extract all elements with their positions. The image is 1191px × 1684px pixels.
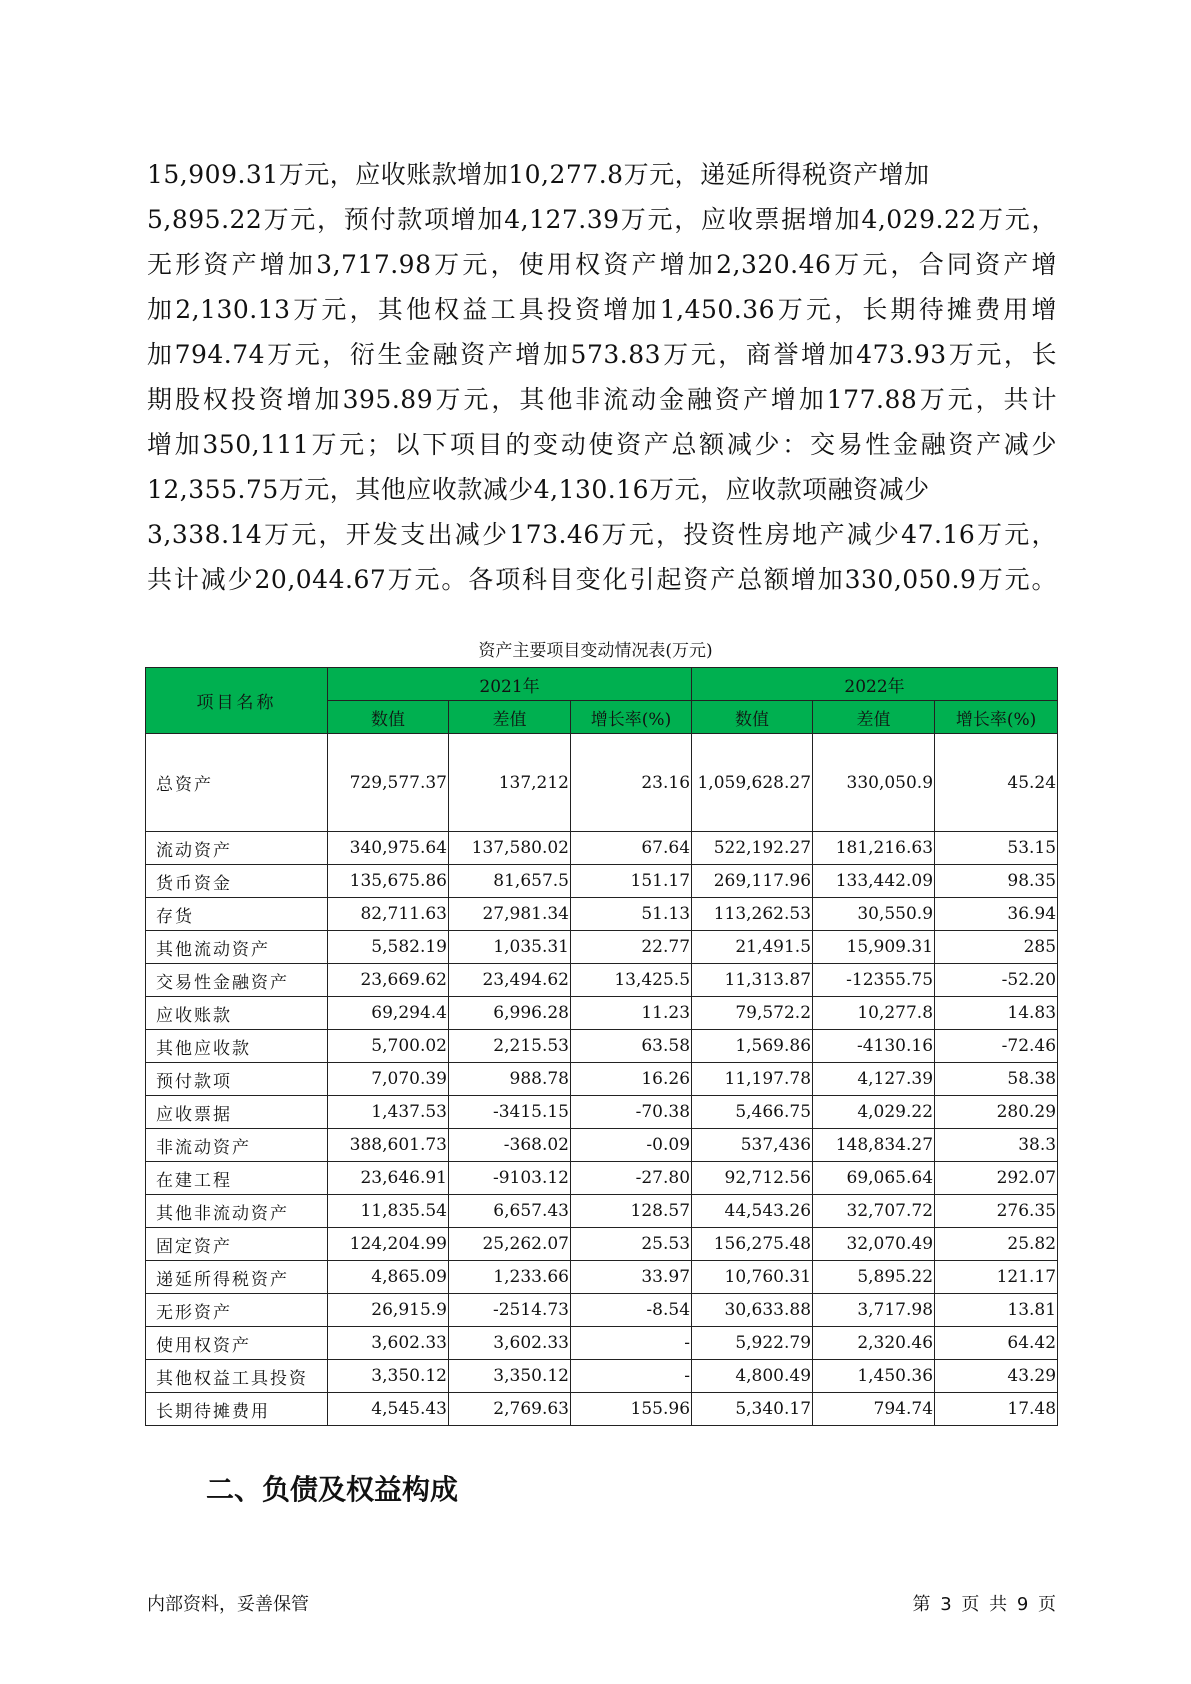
value-cell: 51.13 bbox=[571, 898, 692, 931]
row-label: 货币资金 bbox=[146, 865, 328, 898]
value-cell: -3415.15 bbox=[449, 1096, 571, 1129]
subheader-cell: 数值 bbox=[692, 701, 813, 734]
value-cell: 156,275.48 bbox=[692, 1228, 813, 1261]
value-cell: 23.16 bbox=[571, 734, 692, 832]
value-cell: 388,601.73 bbox=[328, 1129, 449, 1162]
value-cell: 269,117.96 bbox=[692, 865, 813, 898]
table-row bbox=[146, 1360, 1058, 1393]
value-cell: 5,700.02 bbox=[328, 1030, 449, 1063]
table-row bbox=[146, 898, 1058, 931]
value-cell: 522,192.27 bbox=[692, 832, 813, 865]
value-cell: 45.24 bbox=[935, 734, 1058, 832]
value-cell: 4,029.22 bbox=[813, 1096, 935, 1129]
value-cell: 3,350.12 bbox=[328, 1360, 449, 1393]
value-cell: 10,760.31 bbox=[692, 1261, 813, 1294]
paragraph-line: 15,909.31万元，应收账款增加10,277.8万元，递延所得税资产增加 bbox=[147, 160, 930, 189]
row-label: 应收账款 bbox=[146, 997, 328, 1030]
value-cell: 17.48 bbox=[935, 1393, 1058, 1426]
value-cell: 4,127.39 bbox=[813, 1063, 935, 1096]
value-cell: -0.09 bbox=[571, 1129, 692, 1162]
body-paragraph bbox=[147, 152, 1057, 602]
value-cell: 81,657.5 bbox=[449, 865, 571, 898]
subheader-cell: 差值 bbox=[813, 701, 935, 734]
table-row bbox=[146, 1327, 1058, 1360]
value-cell: 79,572.2 bbox=[692, 997, 813, 1030]
value-cell: 148,834.27 bbox=[813, 1129, 935, 1162]
value-cell: 4,865.09 bbox=[328, 1261, 449, 1294]
row-label: 其他非流动资产 bbox=[146, 1195, 328, 1228]
table-row bbox=[146, 1228, 1058, 1261]
value-cell: -12355.75 bbox=[813, 964, 935, 997]
value-cell: 3,602.33 bbox=[328, 1327, 449, 1360]
value-cell: -2514.73 bbox=[449, 1294, 571, 1327]
paragraph-line: 加794.74万元，衍生金融资产增加573.83万元，商誉增加473.93万元，长 bbox=[147, 340, 1057, 369]
value-cell: 276.35 bbox=[935, 1195, 1058, 1228]
row-label: 无形资产 bbox=[146, 1294, 328, 1327]
value-cell: 36.94 bbox=[935, 898, 1058, 931]
paragraph-line: 期股权投资增加395.89万元，其他非流动金融资产增加177.88万元，共计 bbox=[147, 385, 1057, 414]
value-cell: -52.20 bbox=[935, 964, 1058, 997]
value-cell: 124,204.99 bbox=[328, 1228, 449, 1261]
value-cell: 3,350.12 bbox=[449, 1360, 571, 1393]
row-label: 流动资产 bbox=[146, 832, 328, 865]
table-row bbox=[146, 832, 1058, 865]
paragraph-line: 3,338.14万元，开发支出减少173.46万元，投资性房地产减少47.16万元， bbox=[147, 520, 1057, 549]
value-cell: 151.17 bbox=[571, 865, 692, 898]
value-cell: 32,707.72 bbox=[813, 1195, 935, 1228]
value-cell: 137,212 bbox=[449, 734, 571, 832]
value-cell: -8.54 bbox=[571, 1294, 692, 1327]
value-cell: 23,646.91 bbox=[328, 1162, 449, 1195]
value-cell: -368.02 bbox=[449, 1129, 571, 1162]
value-cell: 98.35 bbox=[935, 865, 1058, 898]
table-row bbox=[146, 1294, 1058, 1327]
paragraph-line: 共计减少20,044.67万元。各项科目变化引起资产总额增加330,050.9万元。 bbox=[147, 565, 1057, 594]
value-cell: 30,633.88 bbox=[692, 1294, 813, 1327]
value-cell: 6,996.28 bbox=[449, 997, 571, 1030]
table-caption: 资产主要项目变动情况表(万元) bbox=[478, 641, 713, 661]
value-cell: 53.15 bbox=[935, 832, 1058, 865]
value-cell: 64.42 bbox=[935, 1327, 1058, 1360]
table-row bbox=[146, 865, 1058, 898]
subheader-cell: 数值 bbox=[328, 701, 449, 734]
value-cell: 794.74 bbox=[813, 1393, 935, 1426]
subheader-cell: 增长率(%) bbox=[571, 701, 692, 734]
value-cell: 5,922.79 bbox=[692, 1327, 813, 1360]
value-cell: 82,711.63 bbox=[328, 898, 449, 931]
value-cell: 5,340.17 bbox=[692, 1393, 813, 1426]
value-cell: 729,577.37 bbox=[328, 734, 449, 832]
value-cell: 21,491.5 bbox=[692, 931, 813, 964]
value-cell: 5,466.75 bbox=[692, 1096, 813, 1129]
table-row bbox=[146, 1162, 1058, 1195]
section-heading: 二、负债及权益构成 bbox=[206, 1473, 459, 1506]
value-cell: 16.26 bbox=[571, 1063, 692, 1096]
table-row bbox=[146, 1393, 1058, 1426]
value-cell: -70.38 bbox=[571, 1096, 692, 1129]
value-cell: 2,769.63 bbox=[449, 1393, 571, 1426]
value-cell: 1,059,628.27 bbox=[692, 734, 813, 832]
value-cell: 340,975.64 bbox=[328, 832, 449, 865]
value-cell: 33.97 bbox=[571, 1261, 692, 1294]
value-cell: 1,569.86 bbox=[692, 1030, 813, 1063]
value-cell: 3,602.33 bbox=[449, 1327, 571, 1360]
value-cell: 137,580.02 bbox=[449, 832, 571, 865]
value-cell: 25.53 bbox=[571, 1228, 692, 1261]
value-cell: 67.64 bbox=[571, 832, 692, 865]
value-cell: 537,436 bbox=[692, 1129, 813, 1162]
value-cell: 92,712.56 bbox=[692, 1162, 813, 1195]
value-cell: 25,262.07 bbox=[449, 1228, 571, 1261]
value-cell: 4,800.49 bbox=[692, 1360, 813, 1393]
table-row bbox=[146, 931, 1058, 964]
row-label: 固定资产 bbox=[146, 1228, 328, 1261]
value-cell: 30,550.9 bbox=[813, 898, 935, 931]
value-cell: 1,450.36 bbox=[813, 1360, 935, 1393]
header-year-2021: 2021年 bbox=[328, 668, 692, 701]
row-label: 其他流动资产 bbox=[146, 931, 328, 964]
table-row bbox=[146, 1096, 1058, 1129]
value-cell: 135,675.86 bbox=[328, 865, 449, 898]
value-cell: - bbox=[571, 1327, 692, 1360]
value-cell: 23,494.62 bbox=[449, 964, 571, 997]
row-label: 交易性金融资产 bbox=[146, 964, 328, 997]
row-label: 使用权资产 bbox=[146, 1327, 328, 1360]
value-cell: 181,216.63 bbox=[813, 832, 935, 865]
value-cell: 1,437.53 bbox=[328, 1096, 449, 1129]
asset-change-table bbox=[145, 667, 1058, 1426]
value-cell: 3,717.98 bbox=[813, 1294, 935, 1327]
value-cell: - bbox=[571, 1360, 692, 1393]
row-label: 其他应收款 bbox=[146, 1030, 328, 1063]
table-row bbox=[146, 1195, 1058, 1228]
value-cell: 280.29 bbox=[935, 1096, 1058, 1129]
header-item-name: 项目名称 bbox=[146, 668, 328, 734]
footer-confidential-note: 内部资料，妥善保管 bbox=[147, 1594, 309, 1615]
row-label: 总资产 bbox=[146, 734, 328, 832]
value-cell: 128.57 bbox=[571, 1195, 692, 1228]
value-cell: 7,070.39 bbox=[328, 1063, 449, 1096]
value-cell: 27,981.34 bbox=[449, 898, 571, 931]
value-cell: 133,442.09 bbox=[813, 865, 935, 898]
value-cell: 26,915.9 bbox=[328, 1294, 449, 1327]
table-row bbox=[146, 1129, 1058, 1162]
paragraph-line: 增加350,111万元；以下项目的变动使资产总额减少：交易性金融资产减少 bbox=[147, 430, 1057, 459]
table-row bbox=[146, 1030, 1058, 1063]
value-cell: -4130.16 bbox=[813, 1030, 935, 1063]
footer-page-number: 第 3 页 共 9 页 bbox=[912, 1594, 1056, 1615]
value-cell: 330,050.9 bbox=[813, 734, 935, 832]
value-cell: 10,277.8 bbox=[813, 997, 935, 1030]
value-cell: 1,035.31 bbox=[449, 931, 571, 964]
value-cell: 22.77 bbox=[571, 931, 692, 964]
paragraph-line: 5,895.22万元，预付款项增加4,127.39万元，应收票据增加4,029.22万元， bbox=[147, 205, 1057, 234]
value-cell: 11,835.54 bbox=[328, 1195, 449, 1228]
value-cell: 6,657.43 bbox=[449, 1195, 571, 1228]
row-label: 其他权益工具投资 bbox=[146, 1360, 328, 1393]
value-cell: 38.3 bbox=[935, 1129, 1058, 1162]
table-row bbox=[146, 964, 1058, 997]
value-cell: 32,070.49 bbox=[813, 1228, 935, 1261]
paragraph-line: 无形资产增加3,717.98万元，使用权资产增加2,320.46万元，合同资产增 bbox=[147, 250, 1057, 279]
subheader-cell: 增长率(%) bbox=[935, 701, 1058, 734]
paragraph-line: 12,355.75万元，其他应收款减少4,130.16万元，应收款项融资减少 bbox=[147, 475, 930, 504]
value-cell: 11,313.87 bbox=[692, 964, 813, 997]
value-cell: 2,320.46 bbox=[813, 1327, 935, 1360]
value-cell: 13,425.5 bbox=[571, 964, 692, 997]
row-label: 长期待摊费用 bbox=[146, 1393, 328, 1426]
paragraph-line: 加2,130.13万元，其他权益工具投资增加1,450.36万元，长期待摊费用增 bbox=[147, 295, 1057, 324]
value-cell: 63.58 bbox=[571, 1030, 692, 1063]
row-label: 非流动资产 bbox=[146, 1129, 328, 1162]
row-label: 递延所得税资产 bbox=[146, 1261, 328, 1294]
value-cell: 13.81 bbox=[935, 1294, 1058, 1327]
value-cell: 155.96 bbox=[571, 1393, 692, 1426]
value-cell: 25.82 bbox=[935, 1228, 1058, 1261]
value-cell: 11.23 bbox=[571, 997, 692, 1030]
header-year-2022: 2022年 bbox=[692, 668, 1058, 701]
value-cell: 69,294.4 bbox=[328, 997, 449, 1030]
value-cell: 23,669.62 bbox=[328, 964, 449, 997]
subheader-cell: 差值 bbox=[449, 701, 571, 734]
table-row bbox=[146, 997, 1058, 1030]
value-cell: 2,215.53 bbox=[449, 1030, 571, 1063]
value-cell: 292.07 bbox=[935, 1162, 1058, 1195]
value-cell: 4,545.43 bbox=[328, 1393, 449, 1426]
value-cell: 58.38 bbox=[935, 1063, 1058, 1096]
value-cell: 14.83 bbox=[935, 997, 1058, 1030]
value-cell: 15,909.31 bbox=[813, 931, 935, 964]
row-label: 存货 bbox=[146, 898, 328, 931]
value-cell: 121.17 bbox=[935, 1261, 1058, 1294]
table-row bbox=[146, 734, 1058, 832]
table-row bbox=[146, 1261, 1058, 1294]
row-label: 应收票据 bbox=[146, 1096, 328, 1129]
value-cell: 988.78 bbox=[449, 1063, 571, 1096]
value-cell: 5,895.22 bbox=[813, 1261, 935, 1294]
value-cell: -27.80 bbox=[571, 1162, 692, 1195]
value-cell: 43.29 bbox=[935, 1360, 1058, 1393]
value-cell: 1,233.66 bbox=[449, 1261, 571, 1294]
row-label: 预付款项 bbox=[146, 1063, 328, 1096]
value-cell: 44,543.26 bbox=[692, 1195, 813, 1228]
row-label: 在建工程 bbox=[146, 1162, 328, 1195]
value-cell: -72.46 bbox=[935, 1030, 1058, 1063]
value-cell: -9103.12 bbox=[449, 1162, 571, 1195]
value-cell: 285 bbox=[935, 931, 1058, 964]
value-cell: 69,065.64 bbox=[813, 1162, 935, 1195]
value-cell: 5,582.19 bbox=[328, 931, 449, 964]
table-row bbox=[146, 1063, 1058, 1096]
value-cell: 113,262.53 bbox=[692, 898, 813, 931]
value-cell: 11,197.78 bbox=[692, 1063, 813, 1096]
